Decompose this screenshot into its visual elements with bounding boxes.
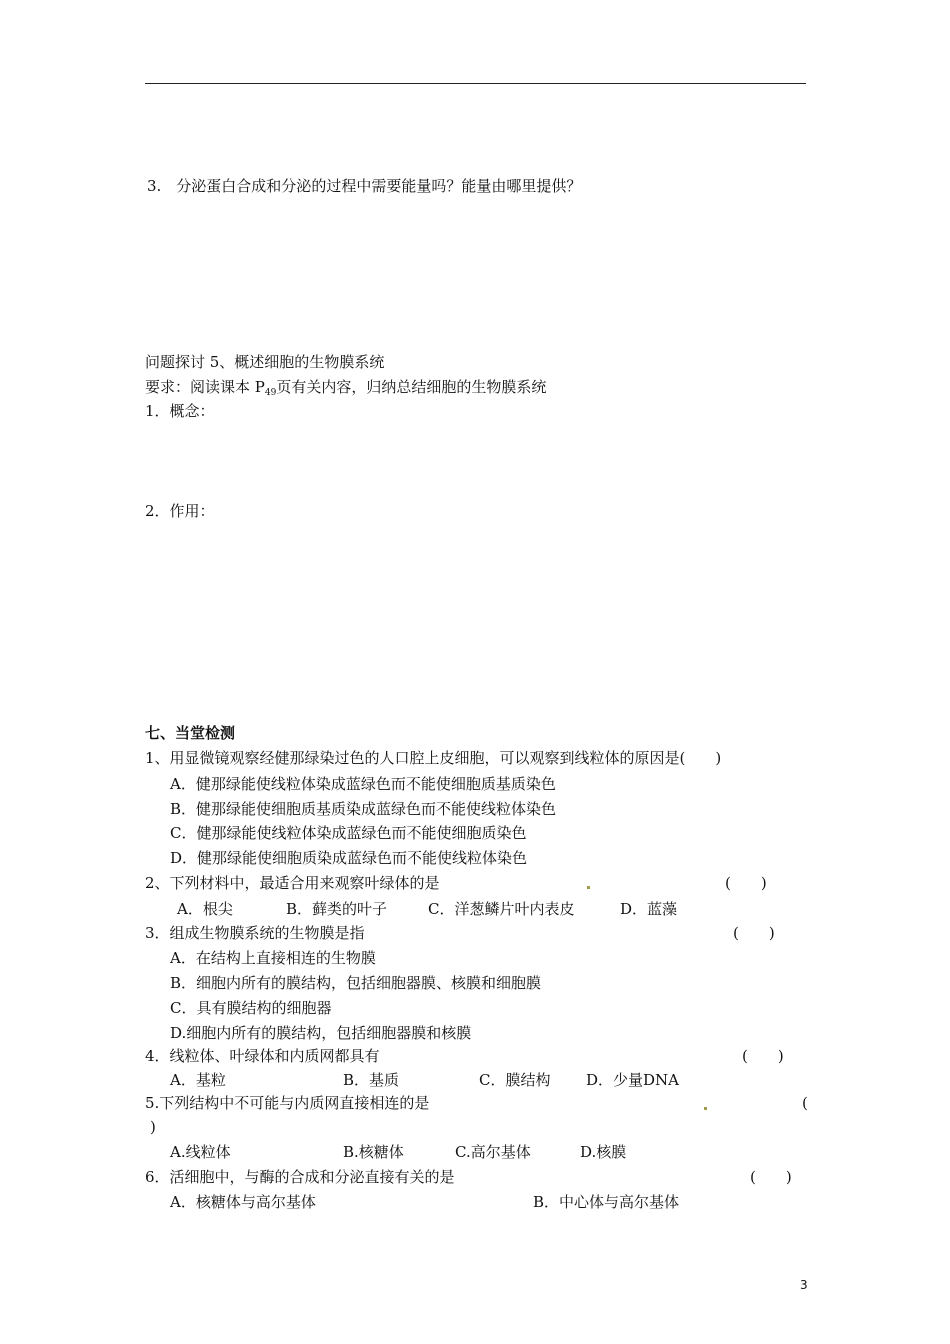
q2-stem: 2、下列材料中，最适合用来观察叶绿体的是 bbox=[145, 874, 440, 892]
q5-paren-close: ) bbox=[150, 1118, 156, 1136]
q4-option-c: C．膜结构 bbox=[479, 1071, 551, 1089]
marker-dot bbox=[587, 886, 590, 889]
marker-dot bbox=[704, 1107, 707, 1110]
q2-option-a: A．根尖 bbox=[177, 900, 233, 918]
q5-stem: 5.下列结构中不可能与内质网直接相连的是 bbox=[145, 1094, 430, 1112]
inquiry-heading: 问题探讨 5、概述细胞的生物膜系统 bbox=[145, 353, 385, 371]
q6-option-a: A．核糖体与高尔基体 bbox=[170, 1193, 316, 1211]
q5-option-d: D.核膜 bbox=[580, 1143, 627, 1161]
test-heading: 七、当堂检测 bbox=[145, 724, 236, 742]
q6-answer-paren: ( ) bbox=[750, 1168, 792, 1186]
q4-answer-paren: ( ) bbox=[742, 1047, 784, 1065]
q5-option-a: A.线粒体 bbox=[170, 1143, 231, 1161]
q2-option-c: C．洋葱鳞片叶内表皮 bbox=[428, 900, 575, 918]
q3-option-b: B．细胞内所有的膜结构，包括细胞器膜、核膜和细胞膜 bbox=[170, 974, 542, 992]
q1-option-d: D．健那绿能使细胞质染成蓝绿色而不能使线粒体染色 bbox=[170, 849, 528, 867]
q4-option-a: A．基粒 bbox=[170, 1071, 226, 1089]
q3-option-c: C．具有膜结构的细胞器 bbox=[170, 999, 332, 1017]
header-rule bbox=[145, 83, 806, 84]
q4-option-d: D．少量DNA bbox=[586, 1071, 680, 1089]
q4-option-b: B．基质 bbox=[343, 1071, 400, 1089]
q3-stem: 3．组成生物膜系统的生物膜是指 bbox=[145, 924, 365, 942]
q6-option-b: B．中心体与高尔基体 bbox=[533, 1193, 680, 1211]
inquiry-question-3: 3. 分泌蛋白合成和分泌的过程中需要能量吗？能量由哪里提供？ bbox=[147, 177, 582, 195]
q5-option-c: C.高尔基体 bbox=[455, 1143, 531, 1161]
q6-stem: 6．活细胞中，与酶的合成和分泌直接有关的是 bbox=[145, 1168, 455, 1186]
q3-answer-paren: ( ) bbox=[733, 924, 775, 942]
requirement-suffix: 页有关内容，归纳总结细胞的生物膜系统 bbox=[276, 378, 547, 396]
q5-paren-open: ( bbox=[802, 1094, 808, 1112]
requirement-prefix: 要求：阅读课本 P bbox=[145, 378, 265, 396]
q3-option-d: D.细胞内所有的膜结构，包括细胞器膜和核膜 bbox=[170, 1024, 472, 1042]
q2-option-d: D．蓝藻 bbox=[620, 900, 678, 918]
q1-option-b: B．健那绿能使细胞质基质染成蓝绿色而不能使线粒体染色 bbox=[170, 800, 557, 818]
page-subscript: 49 bbox=[264, 388, 277, 398]
function-label: 2．作用： bbox=[145, 502, 215, 520]
q1-option-c: C．健那绿能使线粒体染成蓝绿色而不能使细胞质染色 bbox=[170, 824, 527, 842]
page-number: 3 bbox=[800, 1278, 808, 1292]
q2-option-b: B．藓类的叶子 bbox=[286, 900, 388, 918]
concept-label: 1．概念： bbox=[145, 402, 215, 420]
q5-option-b: B.核糖体 bbox=[343, 1143, 404, 1161]
inquiry-requirement bbox=[145, 377, 546, 403]
q1-stem: 1、用显微镜观察经健那绿染过色的人口腔上皮细胞，可以观察到线粒体的原因是( ) bbox=[145, 749, 722, 767]
q4-stem: 4．线粒体、叶绿体和内质网都具有 bbox=[145, 1047, 380, 1065]
q2-answer-paren: ( ) bbox=[725, 874, 767, 892]
q1-option-a: A．健那绿能使线粒体染成蓝绿色而不能使细胞质基质染色 bbox=[170, 775, 556, 793]
q3-option-a: A．在结构上直接相连的生物膜 bbox=[170, 949, 376, 967]
